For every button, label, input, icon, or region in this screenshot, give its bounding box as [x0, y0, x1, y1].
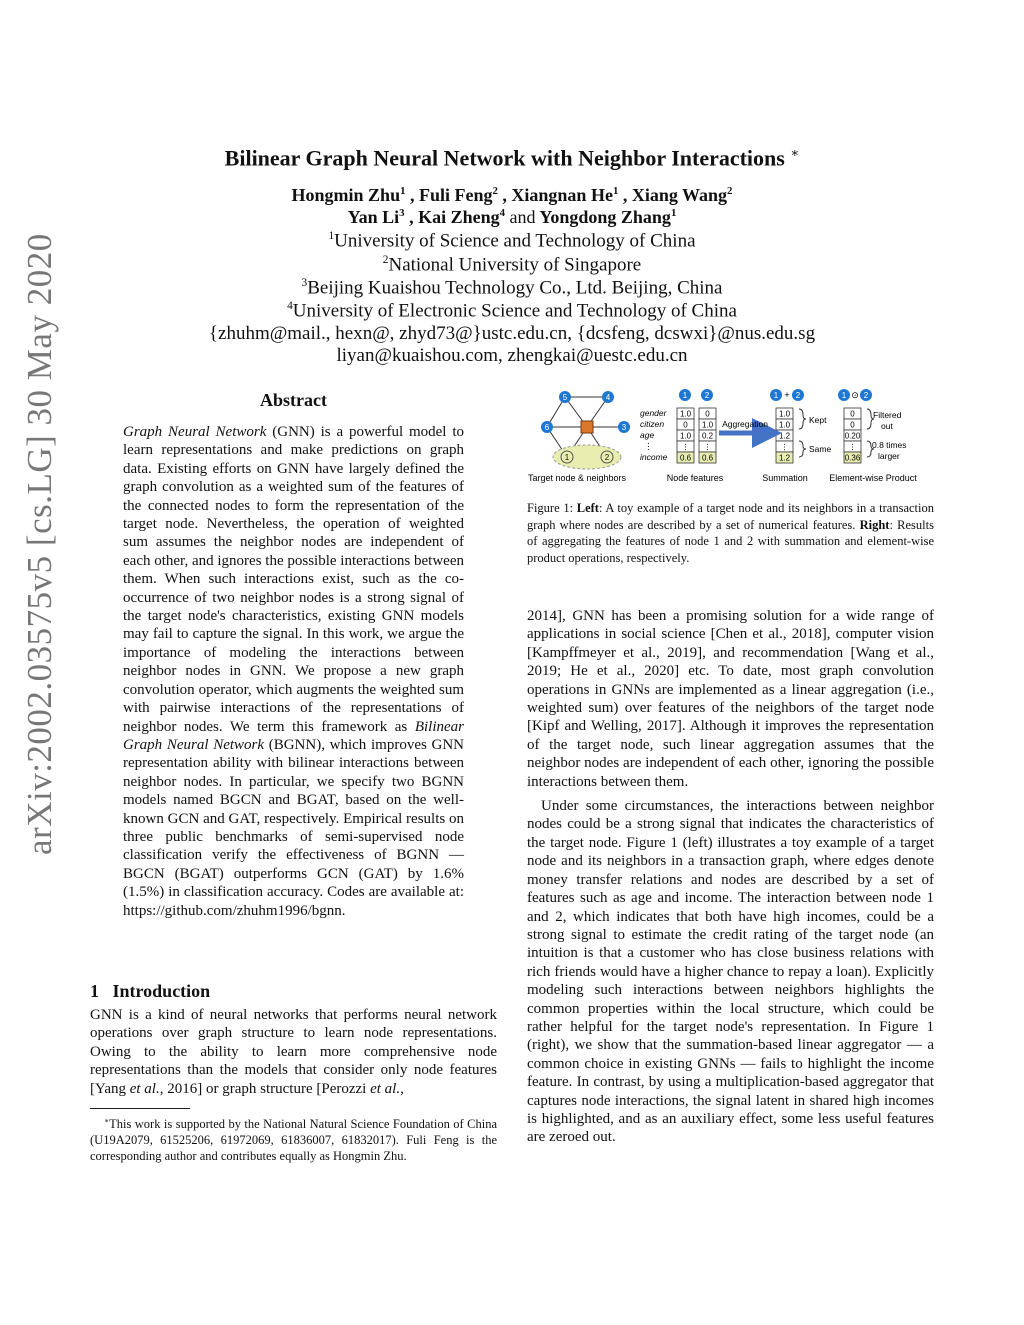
- author: Kai Zheng: [418, 207, 500, 227]
- feature-name: ⋮: [644, 441, 653, 451]
- figure-1: [527, 385, 937, 490]
- affiliation: [0, 300, 1024, 322]
- abstract-heading: Abstract: [260, 390, 327, 410]
- affiliation-sup: 2: [382, 254, 389, 266]
- vector-value: 1.0: [701, 420, 714, 430]
- paper-title: [0, 145, 1024, 171]
- target-node: [581, 421, 593, 433]
- intro-paragraph: [90, 1006, 497, 1098]
- vector-value: 1.0: [679, 431, 692, 441]
- node-label: 4: [605, 393, 611, 402]
- figure-label-aggregation: Aggregation: [722, 419, 768, 429]
- vector-value: 0.6: [701, 453, 714, 463]
- node-label: 5: [562, 393, 568, 402]
- title-footnote-mark: ∗: [790, 145, 800, 160]
- feature-names: [640, 408, 668, 462]
- intro-etal: et al.: [370, 1080, 401, 1097]
- affiliation-text: University of Electronic Science and Technology of China: [292, 300, 737, 322]
- abstract-lead: Graph Neural Network: [123, 424, 267, 440]
- right-column-body: [527, 607, 934, 1147]
- intro-text-b: , 2016] or graph structure [Perozzi: [159, 1080, 371, 1097]
- affiliation-text: University of Science and Technology of China: [334, 230, 696, 252]
- affiliation: [0, 277, 1024, 299]
- author-line-1: Hongmin Zhu$^1$ , Fuli Feng$^2$ , Xiangnan He$^1$ , Xiang Wang$^2$: [291, 185, 733, 205]
- feature-name: income: [640, 452, 668, 462]
- vector-value: ⋮: [848, 442, 857, 452]
- footnote-mark: ∗: [104, 1116, 110, 1125]
- node-label: 3: [621, 423, 627, 432]
- vector-value: 1.0: [778, 409, 791, 419]
- footnote-rule: [90, 1108, 190, 1109]
- abstract-text-1: (GNN) is a powerful model to learn representations and make predictions on graph data. Existing efforts on GNN have largely defined the graph convolution as a weighted sum of the features of the connected nodes to form the representation of the target node. Nevertheless, the operation of weighted sum assumes the neighbor nodes are independent of each other, and ignores the possible interactions between them. When such interactions exist, such as the co-occurrence of two neighbor nodes is a strong signal of the target node's characteristics, existing GNN models may fail to capture the signal. In this work, we argue the importance of modeling the interactions between neighbor nodes in GNN. We propose a new graph convolution operator, which augments the weighted sum with pairwise interactions of the representations of neighbor nodes. We term this framework as: [123, 424, 464, 735]
- email-line-2: liyan@kuaishou.com, zhengkai@uestc.edu.cn: [336, 345, 688, 366]
- caption-left-label: Left: [576, 501, 599, 515]
- same-brace: [799, 441, 806, 457]
- figure-label-same: Same: [809, 444, 832, 454]
- affiliation-sup: 4: [287, 300, 293, 312]
- figure-label-filtered: Filtered: [873, 410, 902, 420]
- figure-label-target: Target node & neighbors: [527, 473, 627, 483]
- arxiv-identifier: arXiv:2002.03575v5 [cs.LG] 30 May 2020: [20, 233, 59, 855]
- node-label: 1: [564, 453, 570, 462]
- author-sup: 1: [400, 185, 406, 197]
- section-title: Introduction: [112, 981, 211, 1001]
- vector-value: 0.20: [844, 431, 861, 441]
- section-number: 1: [90, 981, 99, 1001]
- feature-name: citizen: [640, 419, 665, 429]
- figure-label-node-features: Node features: [666, 473, 724, 483]
- affiliation: [0, 254, 1024, 276]
- figure-label-times: 0.8 times: [872, 440, 907, 450]
- footnote-text: This work is supported by the National Natural Science Foundation of China (U19A2079, 61525206, 61972069, 61836007, 61832017). Fuli Feng is the corresponding author and contributes equally as Hongmin Zhu.: [90, 1117, 497, 1164]
- caption-right-text: : Results of aggregating the features of node 1 and 2 with summation and element-wise product operations, respectively.: [527, 517, 934, 565]
- node-label: 6: [544, 423, 550, 432]
- node-label: 2: [795, 391, 801, 400]
- vector-value: 1.0: [778, 420, 791, 430]
- body-paragraph: Under some circumstances, the interactions between neighbor nodes could be a strong signal that indicates the characteristics of the target node. Figure 1 (left) illustrates a toy example of a target node and its neighbors in a transaction graph, where edges denote money transfer relations and nodes are described by a set of features such as age and income. The interaction between node 1 and 2, which indicates that both have high incomes, could be a strong signal to estimate the credit rating of the target node (an intuition is that a customer who has close business relations with rich friends would have a higher chance to repay a loan). Explicitly modeling such interactions between neighbors highlights the common properties within the local structure, which could be rather helpful for the target node's representation. In Figure 1 (right), we show that the summation-based linear aggregator — a common choice in existing GNNs — fails to highlight the income feature. In contrast, by using a multiplication-based aggregator that captures node interactions, the signal latent in shared high incomes is highlighted, and as an auxiliary effect, some less useful features are zeroed out.: [527, 798, 934, 1146]
- abstract-body: [123, 423, 464, 920]
- author-and: and: [509, 207, 536, 227]
- footnote: [90, 1113, 497, 1164]
- figure-label-kept: Kept: [809, 415, 827, 425]
- figure-caption: [527, 500, 934, 566]
- email-line-1: {zhuhm@mail., hexn@, zhyd73@}ustc.edu.cn, {dcsfeng, dcswxi}@nus.edu.sg: [208, 323, 816, 344]
- node-label: 2: [704, 391, 710, 400]
- vector-value: 0.2: [701, 431, 714, 441]
- vector-value: 0.36: [844, 453, 861, 463]
- author: Fuli Feng: [418, 185, 493, 205]
- node-label: 2: [604, 453, 610, 462]
- intro-text-a: GNN is a kind of neural networks that performs neural network operations over graph structure to learn node representations. Owing to the ability to learn more comprehensive node representations than the models that consider only node features [Yang: [90, 1007, 497, 1097]
- intro-text-c: ,: [400, 1080, 404, 1097]
- figure-label-out: out: [881, 421, 893, 431]
- author: Yongdong Zhang: [539, 207, 671, 227]
- vector-value: 1.2: [778, 431, 791, 441]
- author-sup: 2: [727, 185, 733, 197]
- vector-value: ⋮: [681, 442, 690, 452]
- feature-name: age: [640, 430, 655, 440]
- author-sup: 3: [399, 207, 405, 219]
- affiliation-sup: 3: [301, 277, 308, 289]
- figure-label-summation: Summation: [762, 473, 808, 483]
- author-sup: 1: [670, 207, 677, 219]
- vector-value: ⋮: [703, 442, 712, 452]
- author: Hongmin Zhu: [291, 185, 401, 205]
- caption-left-text: : A toy example of a target node and its neighbors in a transaction graph where nodes are described by a set of numerical features.: [527, 501, 934, 532]
- node-label: 1: [773, 391, 779, 400]
- odot-sign: ⊙: [851, 390, 859, 400]
- section-heading: [90, 981, 210, 1002]
- kept-brace: [799, 409, 806, 429]
- author-sup: 1: [612, 185, 619, 197]
- vector-value: 1.0: [679, 409, 692, 419]
- affiliation: [0, 230, 1024, 252]
- affiliation-text: Beijing Kuaishou Technology Co., Ltd. Beijing, China: [307, 277, 723, 299]
- author: Yan Li: [347, 207, 400, 227]
- affiliation-text: National University of Singapore: [388, 254, 642, 276]
- author: Xiangnan He: [511, 185, 613, 205]
- caption-prefix: Figure 1:: [527, 501, 577, 515]
- feature-vectors: [677, 408, 861, 463]
- node-label: 1: [841, 391, 847, 400]
- node-label: 2: [863, 391, 869, 400]
- vector-value: 0: [705, 409, 710, 419]
- intro-etal: et al.: [129, 1080, 160, 1097]
- author: Xiang Wang: [631, 185, 728, 205]
- author-sup: 4: [499, 207, 506, 219]
- vector-value: 0.6: [679, 453, 692, 463]
- figure-1-svg: [527, 385, 937, 490]
- body-paragraph: 2014], GNN has been a promising solution for a wide range of applications in social science [Chen et al., 2018], computer vision [Kampffmeyer et al., 2019], and recommendation [Wang et al., 2019; He et al., 2020] etc. To date, most graph convolution operations in GNNs are implemented as a linear aggregation (i.e., weighted sum) over features of the neighbors of the target node [Kipf and Welling, 2017]. Although it improves the representation of the target node, such linear aggregation assumes that the neighbor nodes are independent of each other, ignoring the possible interactions between them.: [527, 608, 934, 790]
- vector-value: 0: [850, 409, 855, 419]
- feature-name: gender: [640, 408, 667, 418]
- figure-label-larger: larger: [878, 451, 900, 461]
- vector-value: 0: [683, 420, 688, 430]
- abstract-text-2: (BGNN), which improves GNN representation ability with bilinear interactions between neighbor nodes. In particular, we specify two BGNN models named BGCN and BGAT, based on the well-known GCN and GAT, respectively. Empirical results on three public benchmarks of semi-supervised node classification verify the effectiveness of BGNN — BGCN (BGAT) outperforms GCN (GAT) by 1.6% (1.5%) in classification accuracy. Codes are available at: https://github.com/zhuhm1996/bgnn.: [123, 736, 464, 919]
- author-line-2: Yan Li$^3$ , Kai Zheng$^4$ and Yongdong Zhang$^1$: [347, 207, 677, 227]
- figure-label-elementwise: Element-wise Product: [829, 473, 917, 483]
- caption-right-label: Right: [859, 517, 890, 532]
- vector-value: 1.2: [778, 453, 791, 463]
- vector-value: ⋮: [780, 442, 789, 452]
- affiliation-sup: 1: [328, 230, 335, 242]
- abstract-bgnn-name: Bilinear Graph Neural Network: [123, 718, 464, 753]
- vector-value: 0: [850, 420, 855, 430]
- title-text: Bilinear Graph Neural Network with Neighbor Interactions: [224, 145, 785, 171]
- plus-sign: +: [784, 390, 790, 400]
- node-label: 1: [682, 391, 688, 400]
- author-sup: 2: [492, 185, 498, 197]
